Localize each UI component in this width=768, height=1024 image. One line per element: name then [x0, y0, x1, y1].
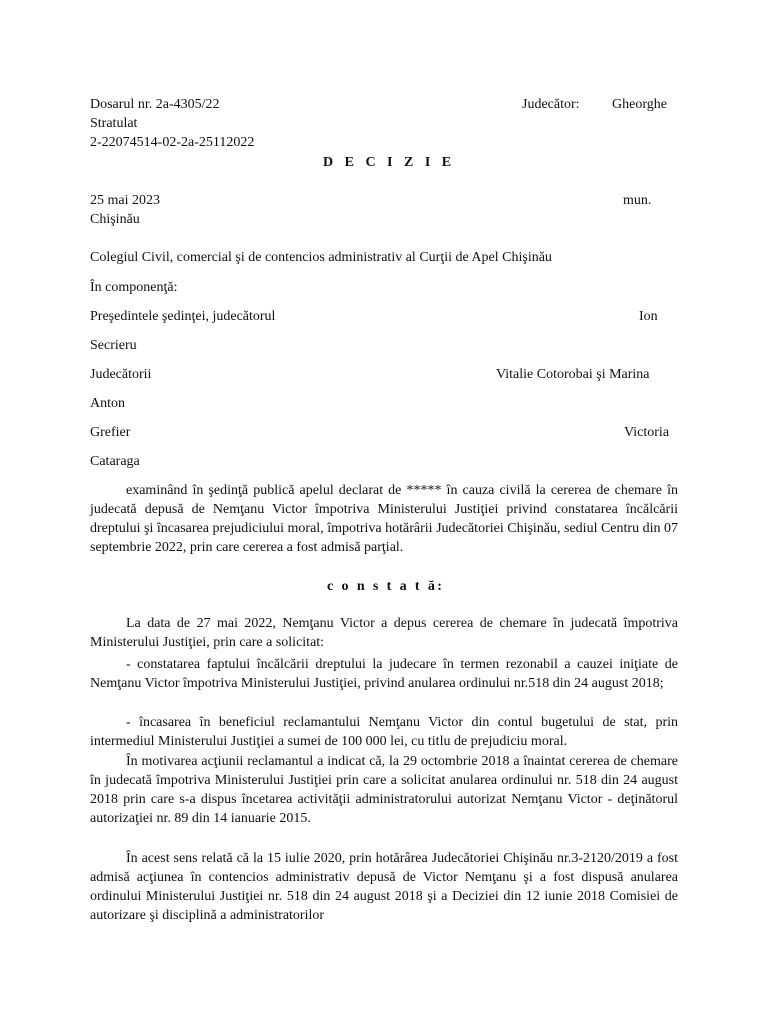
case-id: 2-22074514-02-2a-25112022: [90, 135, 255, 150]
president-last-name: Secrieru: [90, 338, 137, 353]
court-name: Colegiul Civil, comercial şi de contencios administrativ al Curţii de Apel Chişinău: [90, 250, 552, 265]
president-label: Preşedintele şedinţei, judecătorul: [90, 309, 276, 324]
clerk-first-name: Victoria: [624, 425, 670, 440]
paragraph-context: În acest sens relată că la 15 iulie 2020, prin hotărârea Judecătoriei Chişinău nr.3-2120/2019 a fost admisă acţiunea în contencios administrativ depusă de Victor Nemţanu şi a fost dispusă anularea ordinului Ministerului Justiţiei nr. 518 din 24 august 2018 şi a Deciziei din 12 iunie 2018 Comisiei de autorizare şi disciplină a administratorilor: [90, 851, 678, 923]
judge-first-name: Gheorghe: [612, 97, 667, 112]
judges-label: Judecătorii: [90, 367, 152, 382]
paragraph-filing: La data de 27 mai 2022, Nemţanu Victor a depus cererea de chemare în judecată împotriva Ministerului Justiţiei, prin care a solicitat:: [90, 616, 678, 650]
city-prefix: mun.: [623, 193, 652, 208]
paragraph-claim-2: - încasarea în beneficiul reclamantului Nemţanu Victor din contul bugetului de stat, prin intermediul Ministerului Justiţiei a sumei de 100 000 lei, cu titlu de prejudiciu moral.: [90, 715, 678, 749]
city-name: Chişinău: [90, 212, 140, 227]
case-number: Dosarul nr. 2a-4305/22: [90, 97, 220, 112]
decision-date: 25 mai 2023: [90, 193, 160, 208]
intro-paragraph: examinând în şedinţă publică apelul declarat de ***** în cauza civilă la cererea de chemare în judecată depusă de Nemţanu Victor împotriva Ministerului Justiţiei privind constatarea încălcării dreptului şi încasarea prejudiciului moral, împotriva hotărârii Judecătoriei Chişinău, sediul Centru din 07 septembrie 2022, prin care cererea a fost admisă parţial.: [90, 483, 678, 555]
president-first-name: Ion: [639, 309, 658, 324]
judges-last-name: Anton: [90, 396, 125, 411]
judges-names: Vitalie Cotorobai şi Marina: [496, 367, 650, 382]
document-title: D E C I Z I E: [323, 155, 456, 170]
paragraph-claim-1: - constatarea faptului încălcării dreptului la judecare în termen rezonabil a cauzei iniţiate de Nemţanu Victor împotriva Ministerului Justiţiei, privind anularea ordinului nr.518 din 24 august 2018;: [90, 657, 678, 691]
clerk-label: Grefier: [90, 425, 131, 440]
composition-label: În componenţă:: [90, 280, 178, 295]
paragraph-motivation: În motivarea acţiunii reclamantul a indicat că, la 29 octombrie 2018 a înaintat cererea de chemare în judecată împotriva Ministerului Justiţiei prin care a solicitat anularea ordinului nr. 518 din 24 august 2018 prin care s-a dispus încetarea activităţii administratorului autorizat Nemţanu Victor - deţinătorul autorizaţiei nr. 89 din 14 ianuarie 2015.: [90, 754, 678, 826]
section-heading: c o n s t a t ă:: [327, 579, 445, 594]
clerk-last-name: Cataraga: [90, 454, 140, 469]
judge-label: Judecător:: [522, 97, 580, 112]
judge-last-name: Stratulat: [90, 116, 138, 131]
